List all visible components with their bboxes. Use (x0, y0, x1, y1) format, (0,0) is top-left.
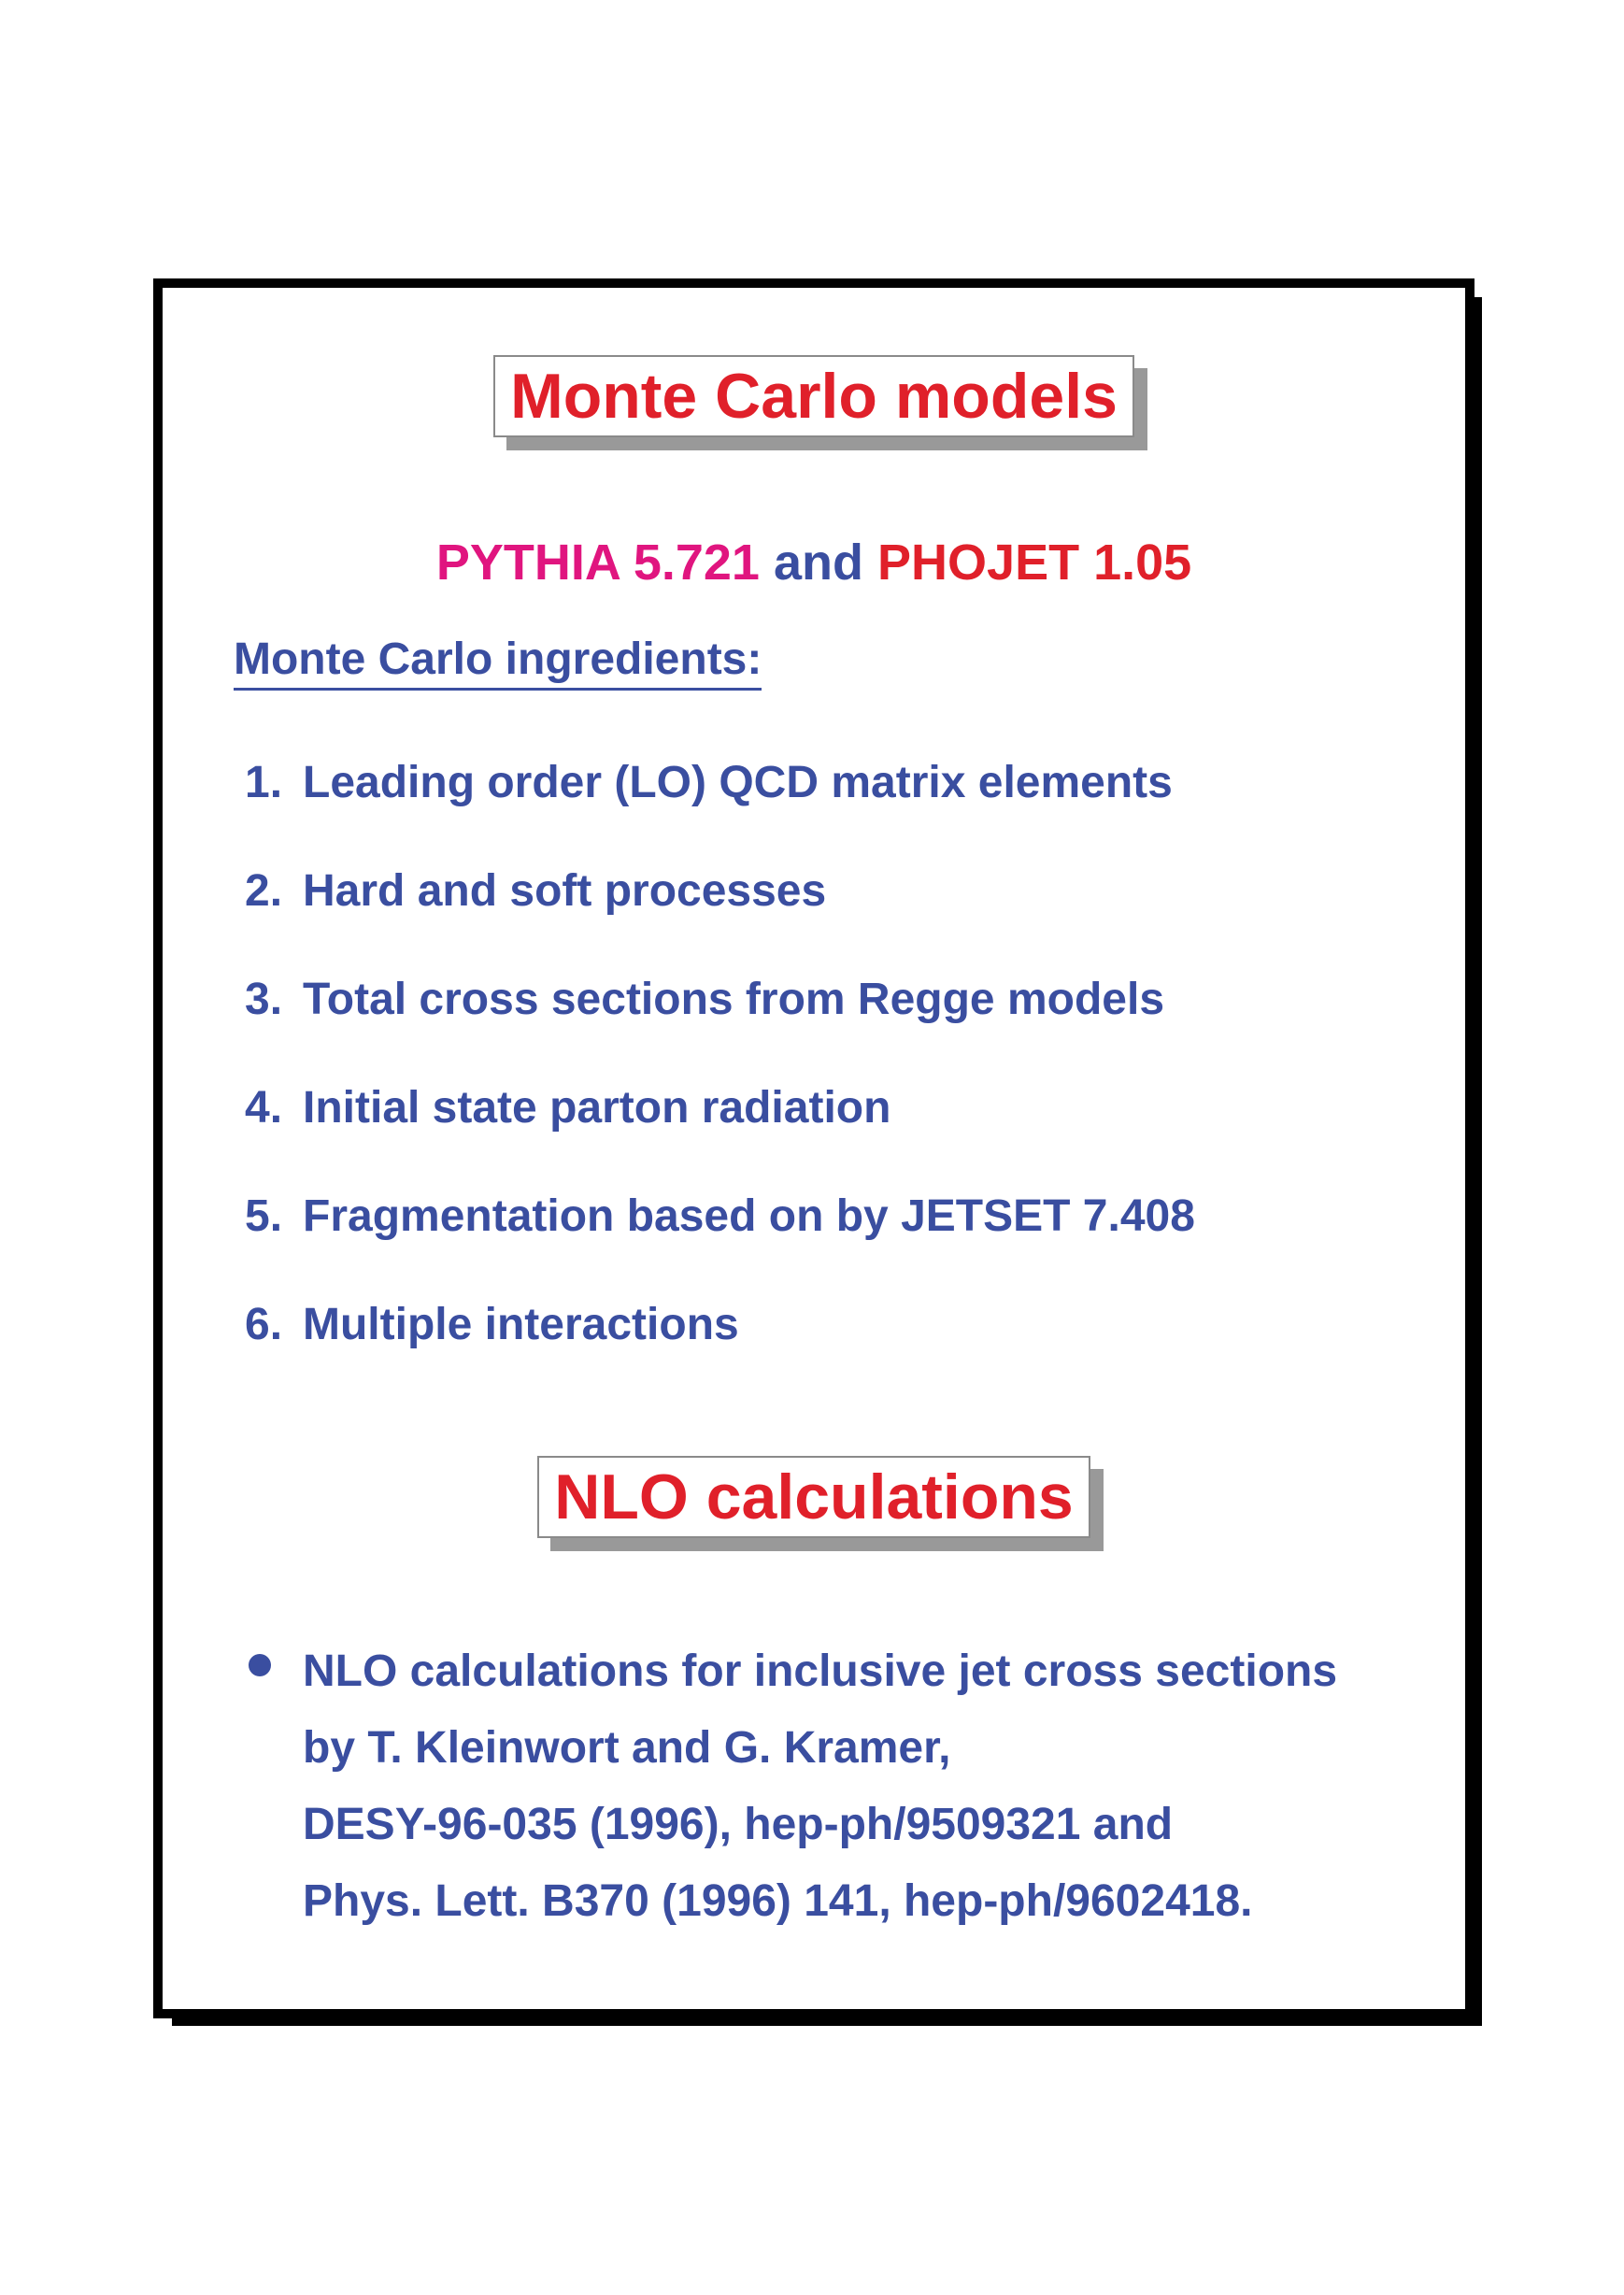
section-title-nlo: NLO calculations (537, 1456, 1090, 1538)
ingredients-list (245, 755, 1195, 1405)
versions-conjunction: and (773, 535, 863, 591)
list-item (245, 1297, 1195, 1405)
bullet-icon (249, 1654, 271, 1676)
list-item-number: 5. (245, 1191, 283, 1241)
nlo-bullet-item (249, 1633, 1337, 1940)
list-item (245, 1080, 1195, 1189)
list-item-number: 6. (245, 1300, 283, 1349)
list-item-text: Leading order (LO) QCD matrix elements (303, 758, 1173, 807)
ingredients-heading: Monte Carlo ingredients: (234, 634, 762, 691)
list-item-number: 4. (245, 1083, 283, 1133)
section-title-box-nlo (537, 1456, 1090, 1538)
list-item-text: Initial state parton radiation (303, 1083, 891, 1133)
nlo-line: DESY-96-035 (1996), hep-ph/9509321 and (303, 1800, 1174, 1849)
section-title-box-monte-carlo (493, 355, 1134, 437)
generator-versions (163, 533, 1465, 592)
list-item-text: Multiple interactions (303, 1300, 739, 1349)
list-item-text: Hard and soft processes (303, 866, 827, 916)
phojet-version: PHOJET 1.05 (877, 535, 1192, 591)
list-item-text: Total cross sections from Regge models (303, 975, 1165, 1024)
pythia-version: PYTHIA 5.721 (435, 535, 760, 591)
list-item (245, 755, 1195, 863)
list-item (245, 972, 1195, 1080)
nlo-line: Phys. Lett. B370 (1996) 141, hep-ph/9602418. (303, 1876, 1253, 1926)
nlo-reference-text (303, 1633, 1337, 1940)
list-item-number: 2. (245, 866, 283, 916)
list-item-number: 3. (245, 975, 283, 1024)
nlo-line: by T. Kleinwort and G. Kramer, (303, 1723, 951, 1773)
nlo-line: NLO calculations for inclusive jet cross sections (303, 1646, 1338, 1696)
section-title-monte-carlo: Monte Carlo models (493, 355, 1134, 437)
list-item (245, 863, 1195, 972)
list-item (245, 1189, 1195, 1297)
slide-frame (153, 278, 1474, 2018)
list-item-number: 1. (245, 758, 283, 807)
list-item-text: Fragmentation based on by JETSET 7.408 (303, 1191, 1195, 1241)
